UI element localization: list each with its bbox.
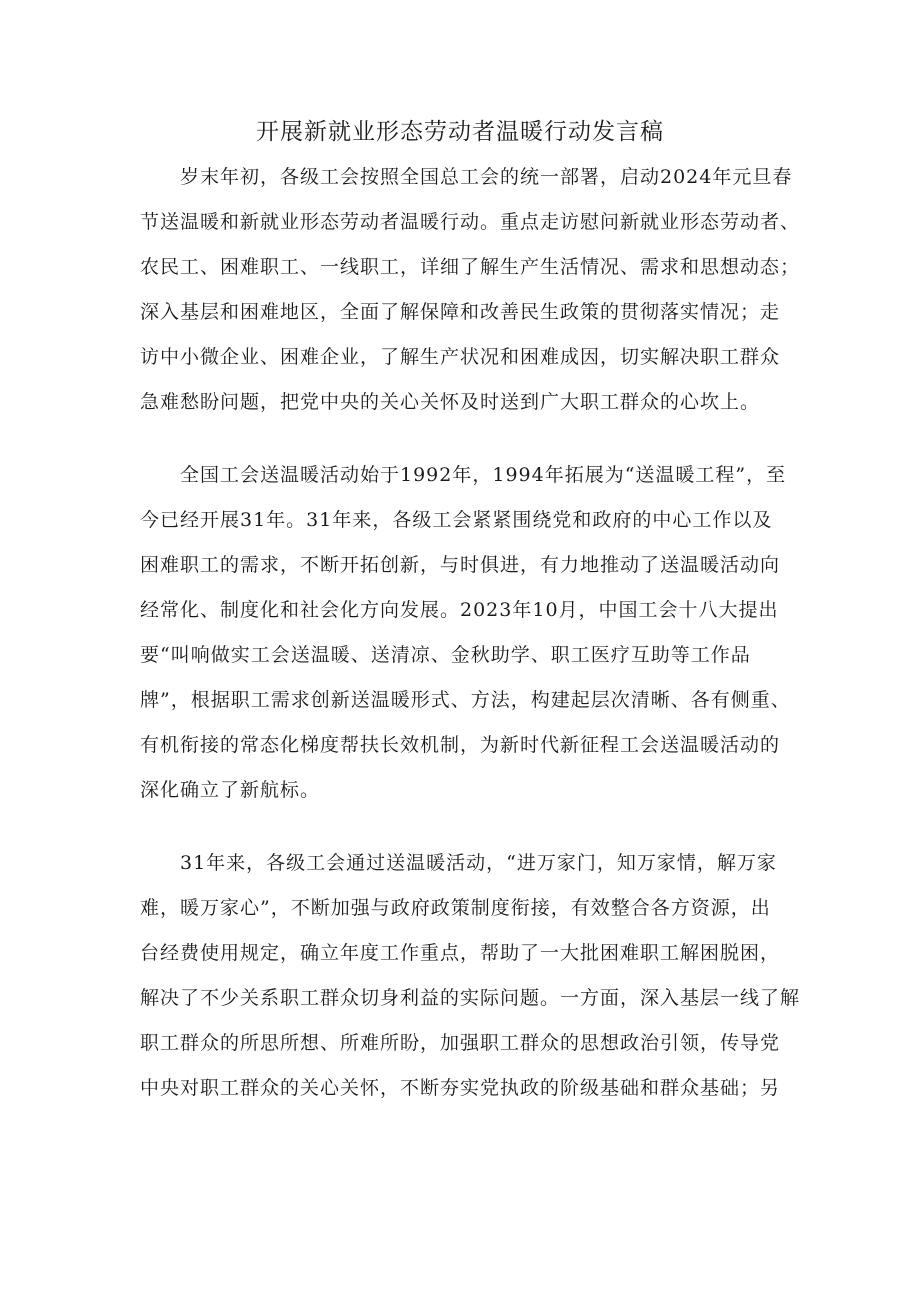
paragraph-2	[140, 453, 791, 813]
text-line: 经常化、制度化和社会化方向发展。2023年10月，中国工会十八大提出	[140, 599, 779, 621]
text-line: 牌”，根据职工需求创新送温暖形式、方法，构建起层次清晰、各有侧重、	[140, 689, 791, 711]
text-line: 31年来，各级工会通过送温暖活动，“进万家门，知万家情，解万家	[140, 852, 777, 874]
text-line: 职工群众的所思所想、所难所盼，加强职工群众的思想政治引领，传导党	[140, 1032, 781, 1054]
text-line: 要“叫响做实工会送温暖、送清凉、金秋助学、职工医疗互助等工作品	[140, 644, 751, 666]
document-body	[140, 155, 801, 1139]
document-title: 开展新就业形态劳动者温暖行动发言稿	[256, 119, 664, 145]
text-line: 岁末年初，各级工会按照全国总工会的统一部署，启动2024年元旦春	[140, 166, 793, 188]
text-line: 中央对职工群众的关心关怀，不断夯实党执政的阶级基础和群众基础；另	[140, 1077, 781, 1099]
text-line: 农民工、困难职工、一线职工，详细了解生产生活情况、需求和思想动态；	[140, 256, 801, 278]
text-line: 今已经开展31年。31年来，各级工会紧紧围绕党和政府的中心工作以及	[140, 509, 773, 531]
text-line: 深化确立了新航标。	[140, 779, 321, 801]
text-line: 困难职工的需求，不断开拓创新，与时俱进，有力地推动了送温暖活动向	[140, 554, 781, 576]
text-line: 访中小微企业、困难企业，了解生产状况和困难成因，切实解决职工群众	[140, 346, 781, 368]
text-line: 有机衔接的常态化梯度帮扶长效机制，为新时代新征程工会送温暖活动的	[140, 734, 781, 756]
paragraph-3	[140, 841, 801, 1111]
text-line: 全国工会送温暖活动始于1992年，1994年拓展为“送温暖工程”，至	[140, 464, 787, 486]
text-line: 深入基层和困难地区，全面了解保障和改善民生政策的贯彻落实情况；走	[140, 301, 781, 323]
text-line: 难，暖万家心”，不断加强与政府政策制度衔接，有效整合各方资源，出	[140, 897, 771, 919]
text-line: 解决了不少关系职工群众切身利益的实际问题。一方面，深入基层一线了解	[140, 987, 801, 1009]
text-line: 台经费使用规定，确立年度工作重点，帮助了一大批困难职工解困脱困，	[140, 942, 781, 964]
text-line: 节送温暖和新就业形态劳动者温暖行动。重点走访慰问新就业形态劳动者、	[140, 211, 801, 233]
text-line: 急难愁盼问题，把党中央的关心关怀及时送到广大职工群众的心坎上。	[140, 391, 761, 413]
paragraph-1	[140, 155, 801, 425]
